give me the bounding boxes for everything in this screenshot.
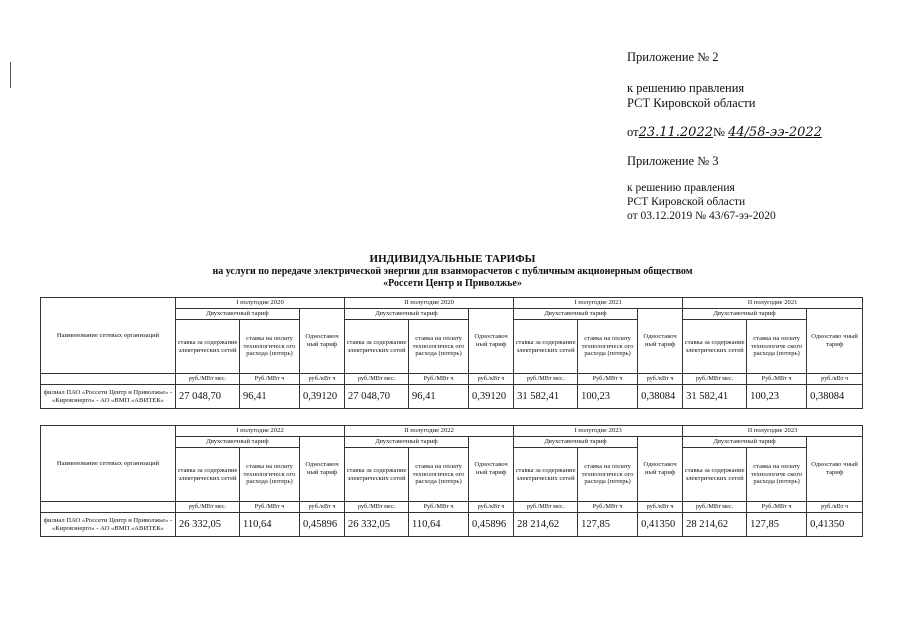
maintenance-rate-header: ставка за содержание электрических сетей — [514, 320, 578, 374]
decision-date-line — [627, 125, 822, 140]
value-cell: 127,85 — [747, 513, 807, 537]
unit-cell: Руб./МВт ч — [240, 502, 300, 513]
handwritten-number: 44/58-ээ-2022 — [728, 125, 822, 140]
unit-cell: руб./МВт мес. — [345, 502, 409, 513]
value-cell: 0,45896 — [469, 513, 514, 537]
unit-cell: Руб./МВт ч — [409, 502, 469, 513]
from-prefix: от — [627, 125, 639, 139]
value-cell: 28 214,62 — [683, 513, 747, 537]
two-rate-header: Двухставочный тариф — [514, 437, 638, 448]
org-header: Наименование сетевых организаций — [41, 426, 176, 502]
number-sign: № — [713, 125, 725, 139]
value-cell: 31 582,41 — [683, 385, 747, 409]
unit-cell: руб./кВт ч — [807, 374, 863, 385]
two-rate-header: Двухставочный тариф — [176, 309, 300, 320]
value-cell: 0,39120 — [300, 385, 345, 409]
period-header: II полугодие 2020 — [345, 298, 514, 309]
decision2-line-2: РСТ Кировской области — [627, 196, 746, 208]
maintenance-rate-header: ставка за содержание электрических сетей — [514, 448, 578, 502]
org-header: Наименование сетевых организаций — [41, 298, 176, 374]
decision2-line-3: от 03.12.2019 № 43/67-ээ-2020 — [627, 210, 776, 222]
one-rate-header: Одноставоч ный тариф — [638, 309, 683, 374]
two-rate-header: Двухставочный тариф — [176, 437, 300, 448]
decision2-line-1: к решению правления — [627, 182, 735, 194]
unit-cell: руб./кВт ч — [300, 374, 345, 385]
value-cell: 31 582,41 — [514, 385, 578, 409]
units-spacer — [41, 502, 176, 513]
unit-cell: руб./кВт ч — [638, 502, 683, 513]
value-cell: 28 214,62 — [514, 513, 578, 537]
maintenance-rate-header: ставка за содержание электрических сетей — [345, 320, 409, 374]
appendix-3-label: Приложение № 3 — [627, 154, 719, 168]
loss-rate-header: ставка на оплату технологическ ого расхода (потерь) — [240, 320, 300, 374]
period-header: I полугодие 2022 — [176, 426, 345, 437]
unit-cell: руб./кВт ч — [469, 502, 514, 513]
loss-rate-header: ставка на оплату технологическ ого расхода (потерь) — [409, 320, 469, 374]
value-cell: 96,41 — [409, 385, 469, 409]
value-cell: 96,41 — [240, 385, 300, 409]
unit-cell: руб./МВт мес. — [514, 502, 578, 513]
maintenance-rate-header: ставка за содержание электрических сетей — [176, 448, 240, 502]
unit-cell: руб./кВт ч — [300, 502, 345, 513]
tariff-table-2020-2021 — [40, 297, 863, 409]
two-rate-header: Двухставочный тариф — [345, 437, 469, 448]
value-cell: 0,38084 — [807, 385, 863, 409]
value-cell: 110,64 — [409, 513, 469, 537]
two-rate-header: Двухставочный тариф — [514, 309, 638, 320]
unit-cell: Руб./МВт ч — [747, 374, 807, 385]
title-line-3: «Россети Центр и Приволжье» — [383, 278, 522, 289]
period-header: I полугодие 2020 — [176, 298, 345, 309]
loss-rate-header: ставка на оплату технологическ ого расхода (потерь) — [578, 320, 638, 374]
value-cell: 0,38084 — [638, 385, 683, 409]
period-header: I полугодие 2023 — [514, 426, 683, 437]
loss-rate-header: ставка на оплату технологиче ского расхода (потерь) — [747, 320, 807, 374]
decision-line-1: к решению правления — [627, 81, 745, 95]
one-rate-header: Одноставо чный тариф — [807, 309, 863, 374]
unit-cell: руб./кВт ч — [469, 374, 514, 385]
unit-cell: руб./кВт ч — [807, 502, 863, 513]
value-cell: 0,39120 — [469, 385, 514, 409]
one-rate-header: Одноставоч ный тариф — [300, 437, 345, 502]
maintenance-rate-header: ставка за содержание электрических сетей — [176, 320, 240, 374]
loss-rate-header: ставка на оплату технологическ ого расхода (потерь) — [240, 448, 300, 502]
unit-cell: руб./МВт мес. — [345, 374, 409, 385]
handwritten-date: 23.11.2022 — [638, 125, 713, 140]
value-cell: 26 332,05 — [345, 513, 409, 537]
loss-rate-header: ставка на оплату технологическ ого расхода (потерь) — [578, 448, 638, 502]
unit-cell: руб./МВт мес. — [176, 502, 240, 513]
two-rate-header: Двухставочный тариф — [345, 309, 469, 320]
appendix-2-label: Приложение № 2 — [627, 50, 719, 64]
value-cell: 27 048,70 — [345, 385, 409, 409]
decision-line-2: РСТ Кировской области — [627, 96, 756, 110]
tariff-table-2022-2023 — [40, 425, 863, 537]
one-rate-header: Одноставоч ный тариф — [638, 437, 683, 502]
period-header: II полугодие 2023 — [683, 426, 863, 437]
units-spacer — [41, 374, 176, 385]
unit-cell: руб./МВт мес. — [176, 374, 240, 385]
period-header: II полугодие 2022 — [345, 426, 514, 437]
two-rate-header: Двухставочный тариф — [683, 437, 807, 448]
value-cell: 100,23 — [578, 385, 638, 409]
value-cell: 0,45896 — [300, 513, 345, 537]
one-rate-header: Одноставоч ный тариф — [469, 309, 514, 374]
value-cell: 110,64 — [240, 513, 300, 537]
loss-rate-header: ставка на оплату технологиче ского расхода (потерь) — [747, 448, 807, 502]
two-rate-header: Двухставочный тариф — [683, 309, 807, 320]
unit-cell: руб./МВт мес. — [683, 374, 747, 385]
title-line-2: на услуги по передаче электрической энергии для взаиморасчетов с публичным акционерным обществом — [212, 266, 693, 277]
unit-cell: руб./кВт ч — [638, 374, 683, 385]
unit-cell: Руб./МВт ч — [578, 374, 638, 385]
margin-mark — [10, 62, 11, 88]
value-cell: 27 048,70 — [176, 385, 240, 409]
one-rate-header: Одноставо чный тариф — [807, 437, 863, 502]
maintenance-rate-header: ставка за содержание электрических сетей — [683, 320, 747, 374]
org-name-cell: филиал ПАО «Россети Центр и Приволжье» - «Кировэнерго» - АО «ВМП «АВИТЕК» — [41, 385, 176, 409]
table-row — [41, 513, 863, 537]
value-cell: 0,41350 — [807, 513, 863, 537]
title-line-1: ИНДИВИДУАЛЬНЫЕ ТАРИФЫ — [369, 253, 536, 265]
unit-cell: Руб./МВт ч — [578, 502, 638, 513]
one-rate-header: Одноставоч ный тариф — [300, 309, 345, 374]
value-cell: 100,23 — [747, 385, 807, 409]
unit-cell: руб./МВт мес. — [514, 374, 578, 385]
unit-cell: руб./МВт мес. — [683, 502, 747, 513]
org-name-cell: филиал ПАО «Россети Центр и Приволжье» - «Кировэнерго» - АО «ВМП «АВИТЕК» — [41, 513, 176, 537]
maintenance-rate-header: ставка за содержание электрических сетей — [345, 448, 409, 502]
unit-cell: Руб./МВт ч — [240, 374, 300, 385]
value-cell: 0,41350 — [638, 513, 683, 537]
one-rate-header: Одноставоч ный тариф — [469, 437, 514, 502]
loss-rate-header: ставка на оплату технологическ ого расхода (потерь) — [409, 448, 469, 502]
unit-cell: Руб./МВт ч — [409, 374, 469, 385]
period-header: II полугодие 2021 — [683, 298, 863, 309]
value-cell: 26 332,05 — [176, 513, 240, 537]
value-cell: 127,85 — [578, 513, 638, 537]
table-row — [41, 385, 863, 409]
period-header: I полугодие 2021 — [514, 298, 683, 309]
maintenance-rate-header: ставка за содержание электрических сетей — [683, 448, 747, 502]
unit-cell: Руб./МВт ч — [747, 502, 807, 513]
